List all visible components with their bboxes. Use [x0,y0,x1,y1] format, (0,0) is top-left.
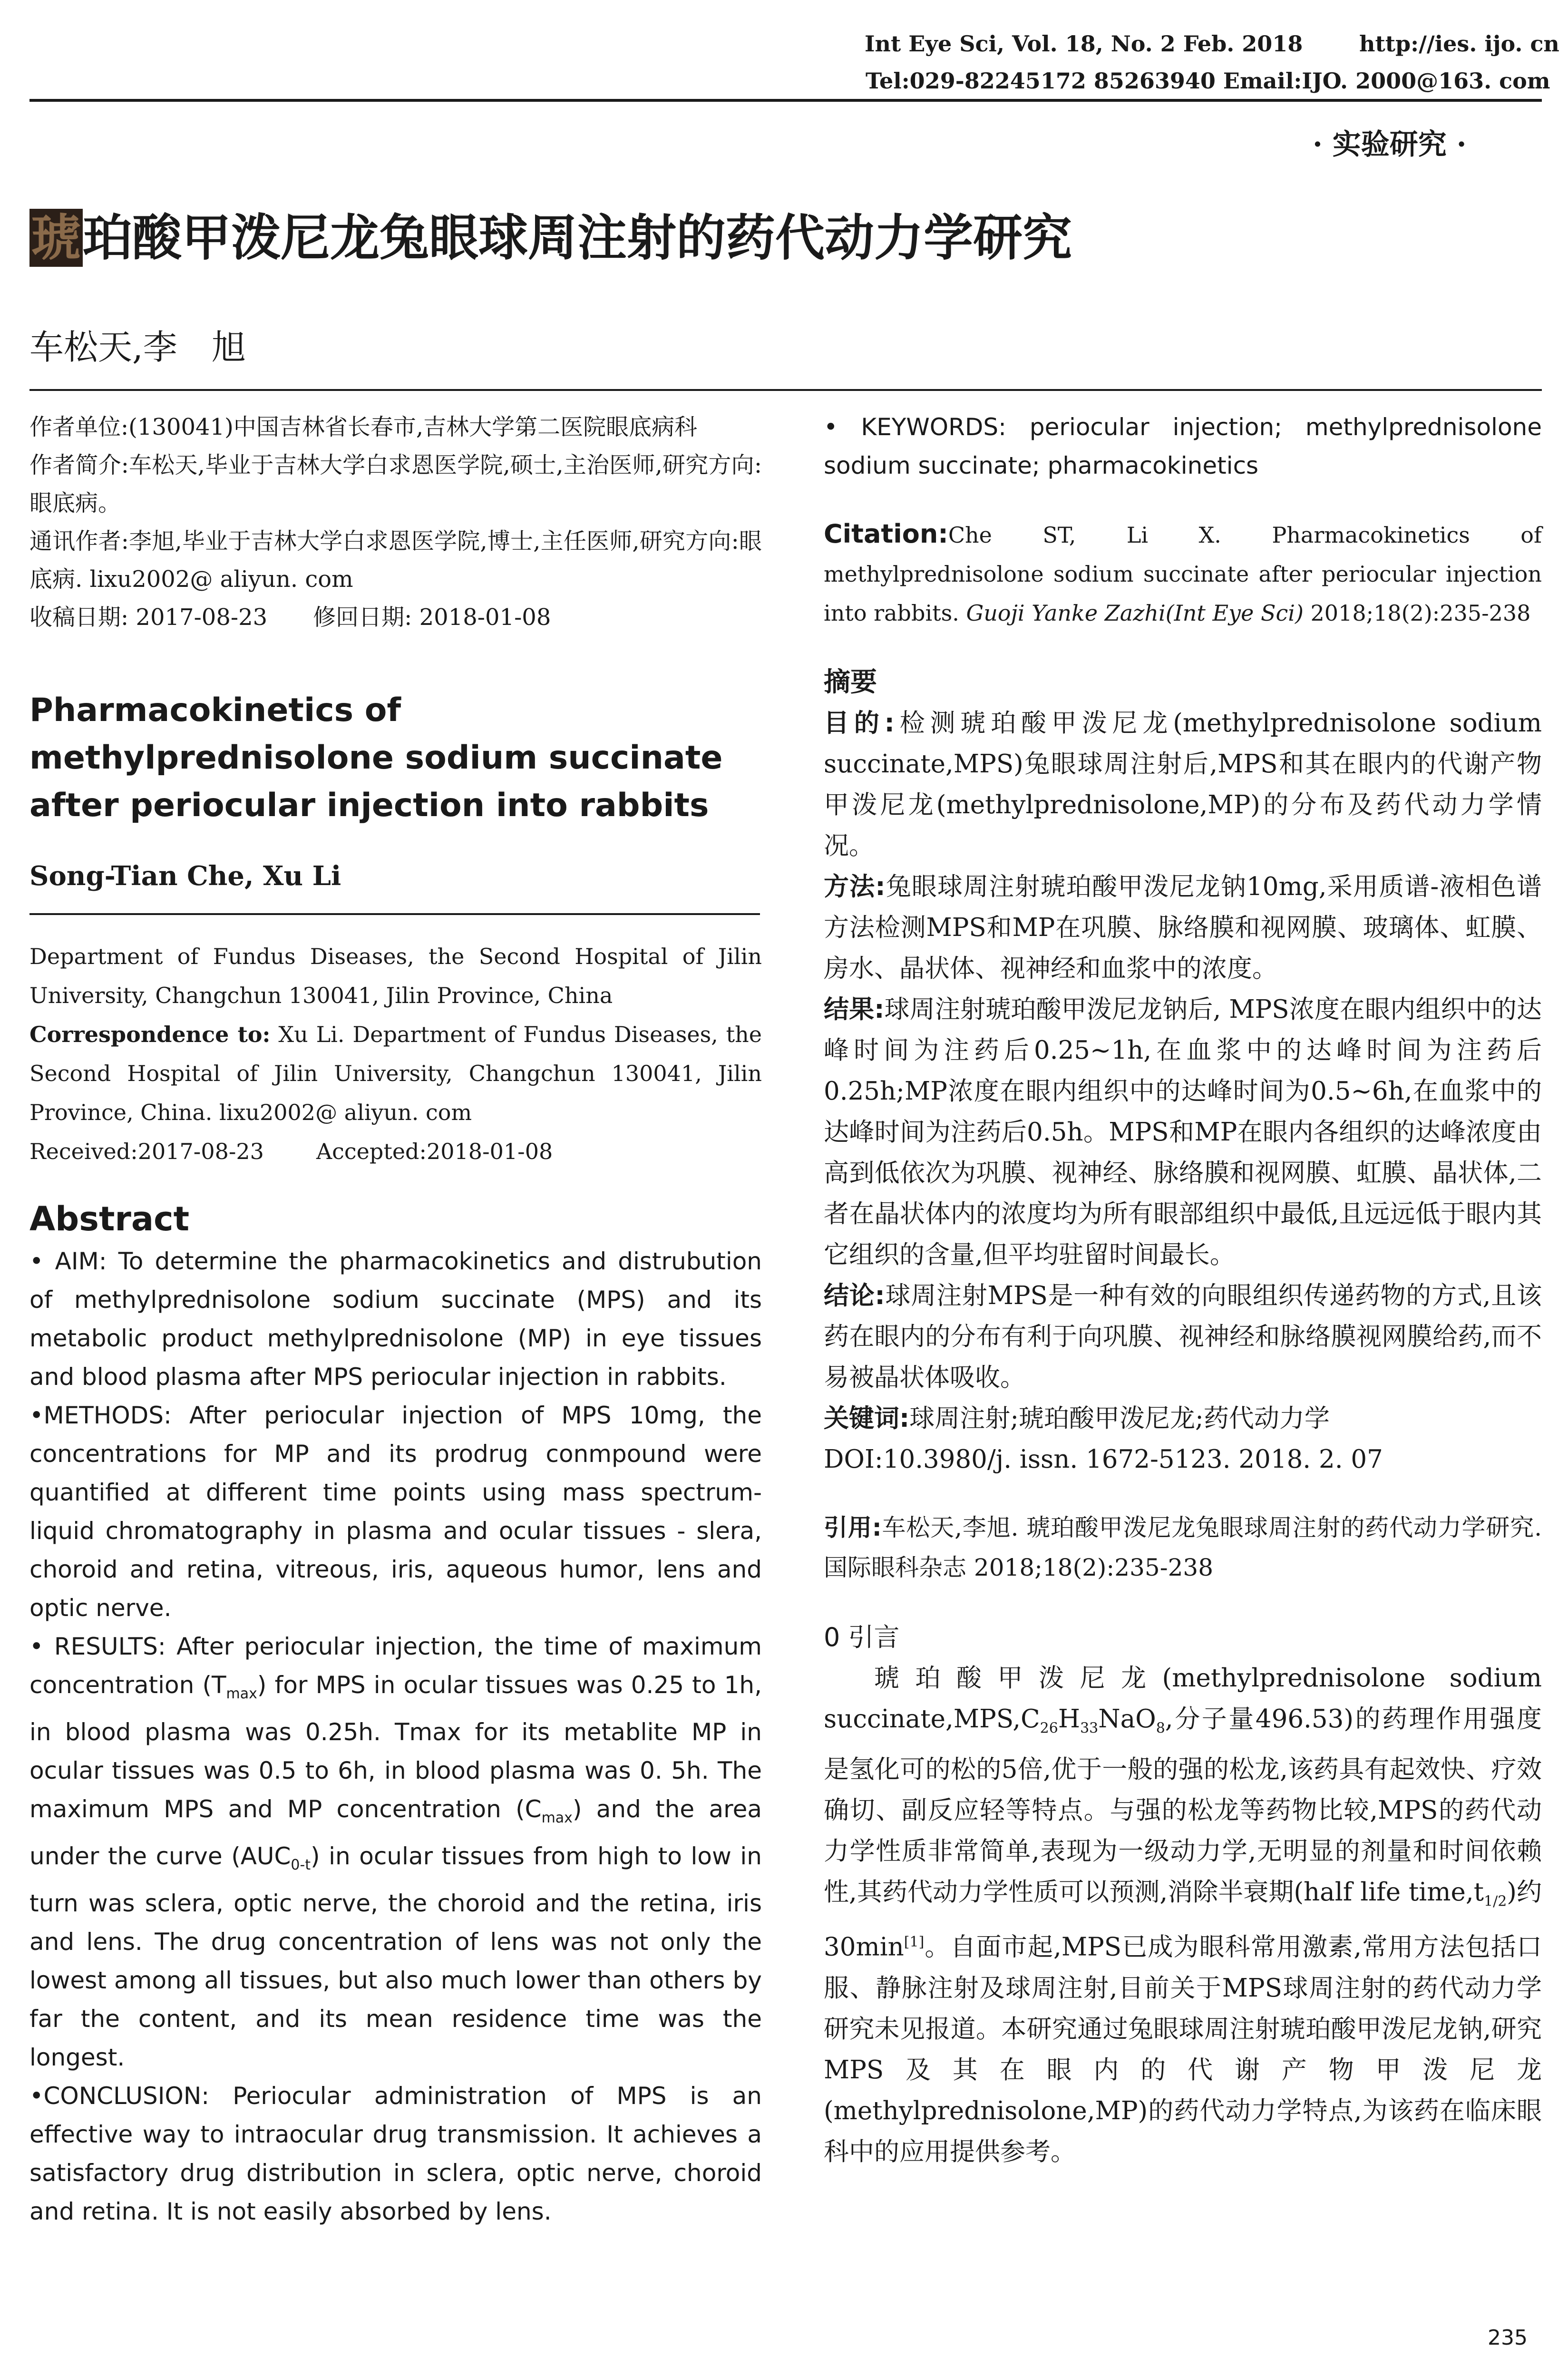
citation-en [824,515,1542,633]
zh-conclusion [824,1276,1542,1398]
abstract-conclusion [29,2077,762,2231]
journal-url: http://ies. ijo. cn [1359,31,1559,57]
keywords-label: • KEYWORDS: [824,413,1006,441]
abstract-body [29,1242,762,2231]
tmax-sub: max [226,1685,257,1702]
citation-label: Citation: [824,519,948,549]
affiliation-zh-line: 作者单位:(130041)中国吉林省长春市,吉林大学第二医院眼底病科 [29,414,698,440]
auc-sub: 0-t [291,1857,311,1873]
zh-methods-label: 方法: [824,872,886,901]
intro-text: )约30min [824,1877,1542,1962]
correspondence [29,1015,762,1132]
zh-aim-label: 目的: [824,709,895,738]
title-rule [29,389,1542,391]
title-rest: 珀酸甲泼尼龙兔眼球周注射的药代动力学研究 [83,209,1072,267]
formula-sub-o: 8 [1156,1720,1165,1737]
citation-tail: 2018;18(2):235-238 [1303,600,1531,626]
english-title: Pharmacokinetics of methylprednisolone sodium succinate after periocular injection into rabbits [29,692,723,824]
affiliation-zh-line: 通讯作者:李旭,毕业于吉林大学白求恩医学院,博士,主任医师,研究方向:眼底病. lixu2002@ aliyun. com [29,528,762,593]
formula-sub-h: 33 [1080,1720,1099,1737]
affiliation-en [29,937,762,1171]
reference-marker: [1] [904,1934,925,1951]
section-label: · 实验研究 · [1313,128,1467,161]
accepted-date: Accepted:2018-01-08 [316,1139,553,1164]
intro-text: 。自面市起,MPS已成为眼科常用激素,常用方法包括口服、静脉注射及球周注射,目前关于MPS球周注射的药代动力学研究未见报道。本研究通过兔眼球周注射琥珀酸甲泼尼龙钠,研究MPS及其在眼内的代谢产物甲泼尼龙(methylprednisolone,MP)的药代动力学特点,为该药在临床眼科中的应用提供参考。 [824,1932,1542,2166]
correspondence-text: Xu Li. Department of Fundus Diseases, the Second Hospital of Jilin University, Changchun 130041, Jilin Province, China. lixu2002@ aliyun. com [29,1022,762,1125]
zh-aim [824,703,1542,867]
keywords-en [824,408,1542,485]
conclusion-text: Periocular administration of MPS is an effective way to intraocular drug transmission. It achieves a satisfactory drug distribution in sclera, optic nerve, choroid and retina. It is not easily absorbed by lens. [29,2082,762,2225]
formula-sub-c: 26 [1040,1720,1058,1737]
dates-en [29,1132,762,1171]
zh-results-text: 球周注射琥珀酸甲泼尼龙钠后, MPS浓度在眼内组织中的达峰时间为注药后0.25~1h,在血浆中的达峰时间为注药后0.25h;MP浓度在眼内组织中的达峰时间为0.5~6h,在血浆中的达峰时间为注药后0.5h。MPS和MP在眼内各组织的达峰浓度由高到低依次为巩膜、视神经、脉络膜和视网膜、虹膜、晶状体,二者在晶状体内的浓度均为所有眼部组织中最低,且远远低于眼内其它组织的含量,但平均驻留时间最长。 [824,995,1542,1269]
intro-text: NaO [1098,1705,1156,1734]
results-text-1: After periocular injection, the time of maximum concentration (T [29,1633,762,1699]
zh-methods-text: 兔眼球周注射琥珀酸甲泼尼龙钠10mg,采用质谱-液相色谱方法检测MPS和MP在巩膜、脉络膜和视网膜、玻璃体、虹膜、房水、晶状体、视神经和血浆中的浓度。 [824,872,1542,983]
results-text-2: ) for MPS in ocular tissues was 0.25 to 1h, in blood plasma was 0.25h. Tmax for its metablite MP in ocular tissues was 0.5 to 6h, in blood plasma was 0. 5h. The maximum MPS and MP concentration (C [29,1671,762,1823]
abstract-methods [29,1396,762,1627]
correspondence-label: Correspondence to: [29,1022,271,1047]
en-author-rule [29,913,760,915]
journal-info: Int Eye Sci, Vol. 18, No. 2 Feb. 2018 [865,31,1303,57]
affiliation-zh-line: 收稿日期: 2017-08-23 修回日期: 2018-01-08 [29,604,551,631]
authors-en: Song-Tian Che, Xu Li [29,860,341,892]
intro-text: 琥珀酸甲泼尼龙(methylprednisolone sodium succinate,MPS,C [824,1664,1542,1734]
results-text-4: ) in ocular tissues from high to low in turn was sclera, optic nerve, the choroid and the retina, iris and lens. The drug concentration of lens was not only the lowest among all tissues, but also much lower than others by far the content, and its mean residence time was the longest. [29,1842,762,2071]
citation-zh-text: 车松天,李旭. 琥珀酸甲泼尼龙兔眼球周注射的药代动力学研究. 国际眼科杂志 2018;18(2):235-238 [824,1514,1542,1581]
right-column [824,408,1542,2172]
zh-keywords-label: 关键词: [824,1404,910,1433]
header-rule [29,99,1542,102]
zh-abstract-heading: 摘要 [824,667,877,698]
zh-conclusion-text: 球周注射MPS是一种有效的向眼组织传递药物的方式,且该药在眼内的分布有利于向巩膜、视神经和脉络膜视网膜给药,而不易被晶状体吸收。 [824,1281,1542,1392]
affiliation-en-dept: Department of Fundus Diseases, the Second Hospital of Jilin University, Changchun 130041, Jilin Province, China [29,944,762,1008]
authors-zh: 车松天,李 旭 [29,327,246,367]
intro-text: ,分子量496.53)的药理作用强度是氢化可的松的5倍,优于一般的强的松龙,该药具有起效快、疗效确切、副反应轻等特点。与强的松龙等药物比较,MPS的药代动力学性质非常简单,表现为一级动力学,无明显的剂量和时间依赖性,其药代动力学性质可以预测,消除半衰期(half life time,t [824,1705,1542,1907]
zh-results [824,989,1542,1276]
zh-results-label: 结果: [824,995,885,1024]
abstract-heading: Abstract [29,1199,190,1238]
affiliation-zh-line: 作者简介:车松天,毕业于吉林大学白求恩医学院,硕士,主治医师,研究方向:眼底病。 [29,452,762,516]
citation-text: Che ST, Li X. Pharmacokinetics of methylprednisolone sodium succinate after periocular injection into rabbits. [824,522,1542,626]
affiliation-zh [29,408,762,636]
cmax-sub: max [541,1810,573,1826]
zh-methods [824,867,1542,989]
citation-zh-label: 引用: [824,1514,882,1541]
abstract-results [29,1627,762,2077]
intro-heading: 0 引言 [824,1622,900,1652]
results-text-3: ) and the area under the curve (AUC [29,1795,762,1870]
citation-journal: Guoji Yanke Zazhi(Int Eye Sci) [966,600,1304,626]
zh-keywords-text: 球周注射;琥珀酸甲泼尼龙;药代动力学 [909,1404,1330,1433]
methods-label: •METHODS: [29,1402,172,1429]
doi: DOI:10.3980/j. issn. 1672-5123. 2018. 2. 07 [824,1445,1383,1474]
conclusion-label: •CONCLUSION: [29,2082,210,2110]
half-life-sub: 1/2 [1484,1893,1507,1910]
page-title [29,209,1072,266]
keywords-text: periocular injection; methylprednisolone sodium succinate; pharmacokinetics [824,413,1542,479]
zh-abstract-body [824,703,1542,1480]
zh-aim-text: 检测琥珀酸甲泼尼龙(methylprednisolone sodium succinate,MPS)兔眼球周注射后,MPS和其在眼内的代谢产物甲泼尼龙(methylprednisolone,MP)的分布及药代动力学情况。 [824,709,1542,860]
aim-label: • AIM: [29,1247,107,1275]
left-column [29,408,762,2231]
received-date: Received:2017-08-23 [29,1139,264,1164]
zh-keywords [824,1398,1542,1439]
abstract-aim [29,1242,762,1396]
page-number: 235 [1488,2326,1528,2350]
journal-contact: Tel:029-82245172 85263940 Email:IJO. 2000@163. com [866,68,1550,94]
methods-text: After periocular injection of MPS 10mg, the concentrations for MP and its prodrug conmpound were quantified at different time points using mass spectrum-liquid chromatography in plasma and ocular tissues - slera, choroid and retina, vitreous, iris, aqueous humor, lens and optic nerve. [29,1402,762,1622]
citation-zh [824,1508,1542,1588]
title-first-char: 琥 [29,209,83,267]
aim-text: To determine the pharmacokinetics and distrubution of methylprednisolone sodium succinate (MPS) and its metabolic product methylprednisolone (MP) in eye tissues and blood plasma after MPS periocular injection in rabbits. [29,1247,762,1391]
intro-text: H [1058,1705,1081,1734]
results-label: • RESULTS: [29,1633,166,1660]
zh-conclusion-label: 结论: [824,1281,885,1310]
intro-paragraph [824,1658,1542,2172]
